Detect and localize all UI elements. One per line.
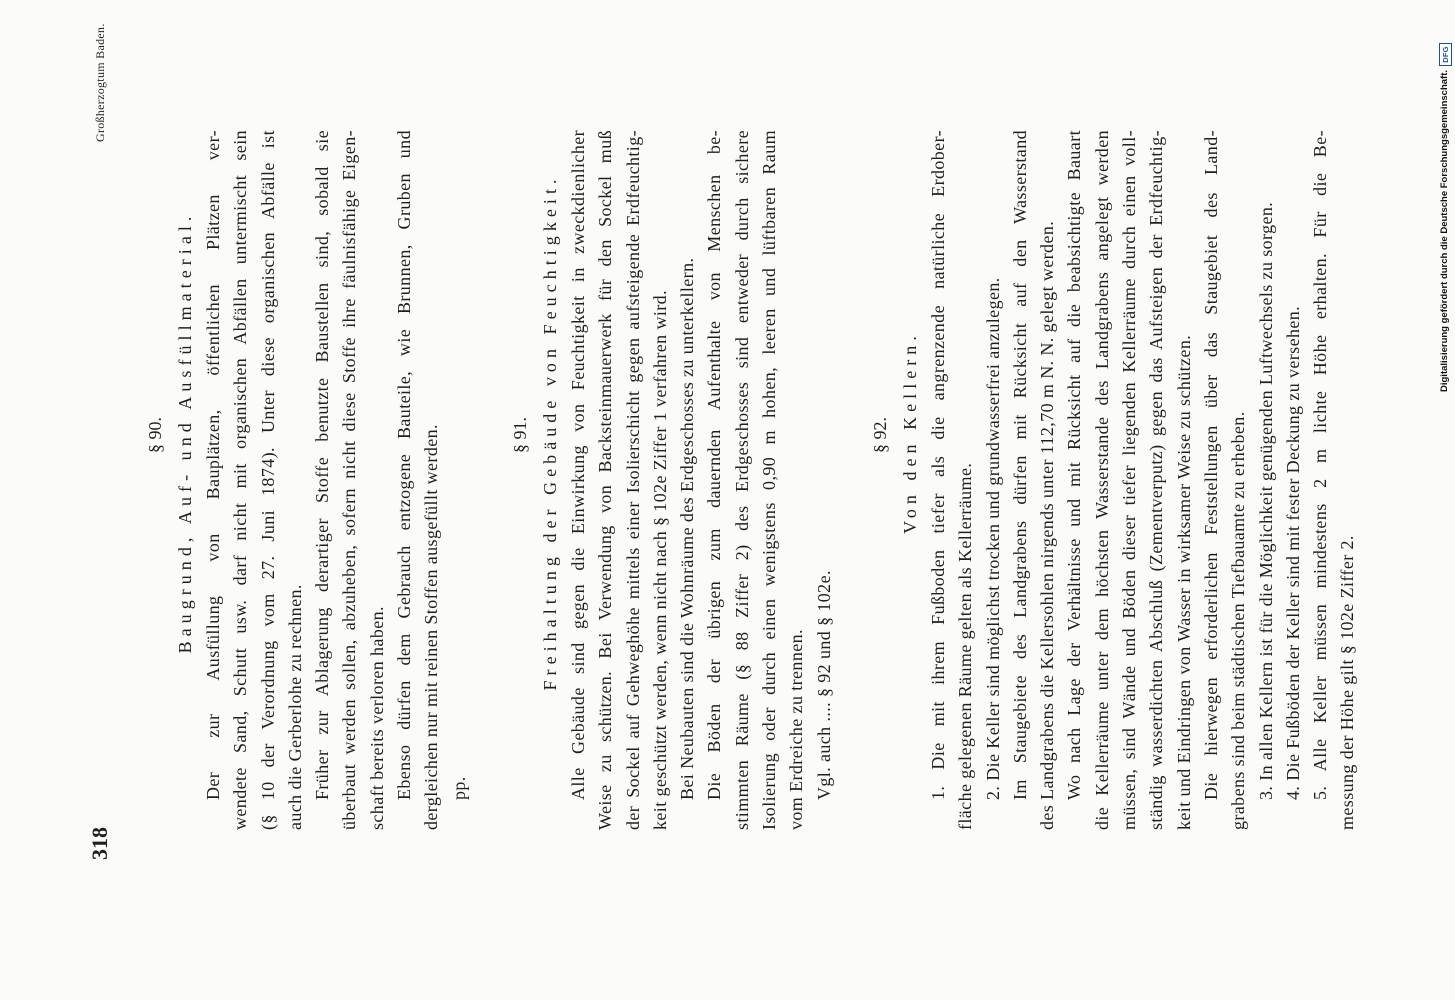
paragraph [446,130,473,830]
law-section [505,130,838,830]
text-line: wendete Sand, Schutt usw. darf nicht mit organischen Abfällen untermischt sein [230,130,251,830]
paragraph [701,130,810,830]
paragraph [1307,130,1362,830]
section-number: § 90. [145,417,165,453]
text-line: müssen, sind Wände und Böden dieser tiefer liegenden Kellerräume durch einen voll- [1119,130,1140,830]
text-line: (§ 10 der Verordnung vom 27. Juni 1874). Unter diese organischen Abfälle ist [257,130,278,830]
text-line: Weise zu schützen. Bei Verwendung von Backsteinmauerwerk für den Sockel muß [595,130,616,830]
text-line: Bei Neubauten sind die Wohnräume des Erdgeschosses zu unterkellern. [677,257,698,800]
section-title: Von den Kellern. [900,331,920,534]
text-line: messung der Höhe gilt § 102e Ziffer 2. [1337,535,1358,830]
text-line: 5. Alle Keller müssen mindestens 2 m lichte Höhe erhalten. Für die Be- [1310,130,1331,800]
text-line: die Kellerräume unter dem höchsten Wasserstande des Landgrabens angelegt werden [1091,130,1112,830]
text-line: Vgl. auch .... § 92 und § 102e. [813,570,834,800]
text-line: Der zur Ausfüllung von Bauplätzen, öffentlichen Plätzen ver- [203,130,223,800]
text-line: Ebenso dürfen dem Gebrauch entzogene Bauteile, wie Brunnen, Gruben und [394,130,415,800]
digitization-credit [1438,43,1452,392]
running-title: Großherzogtum Baden. [93,23,107,142]
paragraph [811,130,838,830]
text-line: keit und Eindringen von Wasser in wirksamer Weise zu schützen. [1173,334,1194,830]
text-line: Im Staugebiete des Landgrabens dürfen mit Rücksicht auf den Wasserstand [1009,130,1030,800]
text-line: vom Erdreiche zu trennen. [786,629,807,830]
section-number: § 91. [510,417,530,453]
law-section [140,130,473,830]
paragraph [1007,130,1062,830]
paragraph [1061,130,1197,830]
paragraph [925,130,980,830]
dfg-logo: DFG [1439,43,1452,66]
paragraph [391,130,446,830]
text-line: stimmten Räume (§ 88 Ziffer 2) des Erdgeschosses sind entweder durch sichere [731,130,752,830]
law-section [865,130,1362,830]
paragraph [1280,130,1307,830]
text-line: fläche gelegenen Räume gelten als Kellerräume. [955,462,976,830]
section-number: § 92. [870,417,890,453]
text-line: auch die Gerberlohe zu rechnen. [284,584,305,830]
text-line: 3. In allen Kellern ist für die Möglichkeit genügenden Luftwechsels zu sorgen. [1255,201,1276,800]
text-line: dergleichen nur mit reinen Stoffen ausgefüllt werden. [421,424,442,830]
credit-text: Digitalisierung gefördert durch die Deutsche Forschungsgemeinschaft. [1439,70,1450,392]
text-line: pp. [448,776,469,800]
paragraph [1198,130,1253,830]
paragraph [674,130,701,830]
paragraph [309,130,391,830]
text-line: schaft bereits verloren haben. [366,606,387,830]
text-line: 4. Die Fußböden der Keller sind mit fester Deckung zu versehen. [1282,305,1303,800]
page-number: 318 [87,827,112,860]
text-line: grabens sind beim städtischen Tiefbauamte zu erheben. [1228,411,1249,830]
text-line: Isolierung oder durch einen wenigstens 0,90 m hohen, leeren und lüftbaren Raum [759,130,780,830]
text-line: Früher zur Ablagerung derartiger Stoffe benutzte Baustellen sind, sobald sie [312,130,333,800]
text-line: 2. Die Keller sind möglichst trocken und grundwasserfrei anzulegen. [982,277,1003,800]
paragraph [1253,130,1280,830]
text-line: der Sockel auf Gehweghöhe mittels einer Isolierschicht gegen aufsteigende Erdfeuchtig- [622,130,643,830]
text-line: 1. Die mit ihrem Fußboden tiefer als die angrenzende natürliche Erdober- [928,130,948,800]
text-line: keit geschützt werden, wenn nicht nach § 102e Ziffer 1 verfahren wird. [649,290,670,830]
text-line: ständig wasserdichten Abschluß (Zementverputz) gegen das Aufsteigen der Erdfeuchtig- [1146,130,1167,830]
text-line: Alle Gebäude sind gegen die Einwirkung von Feuchtigkeit in zweckdienlicher [568,130,588,800]
text-line: überbaut werden sollen, abzuheben, sofern nicht diese Stoffe ihre fäulnisfähige Eigen- [339,130,360,830]
text-line: des Landgrabens die Kellersohlen nirgends unter 112,70 m N. N. gelegt werden. [1037,220,1058,830]
section-title: Baugrund, Auf- und Ausfüllmaterial. [175,211,195,654]
paragraph [980,130,1007,830]
section-title: Freihaltung der Gebäude von Feuchtigkeit. [540,174,560,691]
paragraph [200,130,309,830]
text-line: Wo nach Lage der Verhältnisse und mit Rücksicht auf die beabsichtigte Bauart [1064,130,1085,800]
text-line: Die Böden der übrigen zum dauernden Aufenthalte von Menschen be- [704,130,725,800]
text-line: Die hierwegen erforderlichen Feststellungen über das Staugebiet des Land- [1200,130,1221,800]
paragraph [565,130,674,830]
